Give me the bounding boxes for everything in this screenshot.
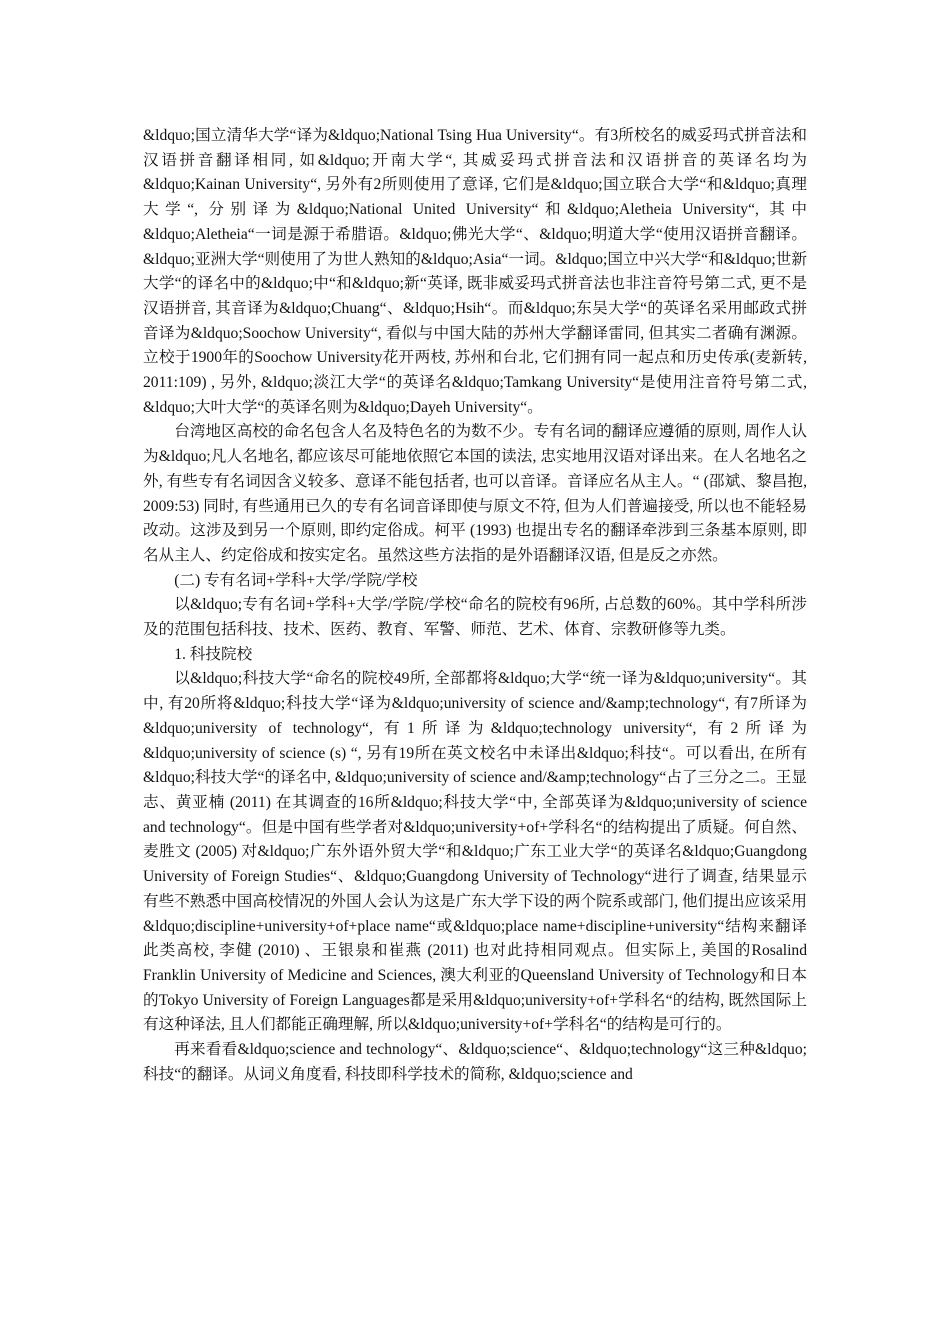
paragraph-2: 台湾地区高校的命名包含人名及特色名的为数不少。专有名词的翻译应遵循的原则, 周作人认为&ldquo;凡人名地名, 都应该尽可能地依照它本国的读法, 忠实地用汉语对译出来。在人名地名之外, 有些专有名词因含义较多、意译不能包括者, 也可以音译。音译应名从主人。“ (邵斌、黎昌抱, 2009:53) 同时, 有些通用已久的专有名词音译即使与原文不符, 但为人们普遍接受, 所以也不能轻易改动。这涉及到另一个原则, 即约定俗成。柯平 (1993) 也提出专名的翻译牵涉到三条基本原则, 即名从主人、约定俗成和按实定名。虽然这些方法指的是外语翻译汉语, 但是反之亦然。	[143, 423, 807, 564]
subsection-heading: 1. 科技院校	[174, 645, 253, 663]
paragraph-3: 以&ldquo;专有名词+学科+大学/学院/学校“命名的院校有96所, 占总数的60%。其中学科所涉及的范围包括科技、技术、医药、教育、军警、师范、艺术、体育、宗教研修等九类。	[143, 596, 807, 639]
paragraph-5: 再来看看&ldquo;science and technology“、&ldquo;science“、&ldquo;technology“这三种&ldquo;科技“的翻译。从词义角度看, 科技即科学技术的简称, &ldquo;science and	[143, 1041, 807, 1083]
paragraph-1: &ldquo;国立清华大学“译为&ldquo;National Tsing Hua University“。有3所校名的威妥玛式拼音法和汉语拼音翻译相同, 如&ldquo;开南大学“, 其威妥玛式拼音法和汉语拼音的英译名均为&ldquo;Kainan University“, 另外有2所则使用了意译, 它们是&ldquo;国立联合大学“和&ldquo;真理大学“, 分别译为&ldquo;National United University“和&ldquo;Aletheia University“, 其中&ldquo;Aletheia“一词是源于希腊语。&ldquo;佛光大学“、&ldquo;明道大学“使用汉语拼音翻译。&ldquo;亚洲大学“则使用了为世人熟知的&ldquo;Asia“一词。&ldquo;国立中兴大学“和&ldquo;世新大学“的译名中的&ldquo;中“和&ldquo;新“英译, 既非威妥玛式拼音法也非注音符号第二式, 更不是汉语拼音, 其音译为&ldquo;Chuang“、&ldquo;Hsih“。而&ldquo;东吴大学“的英译名采用邮政式拼音译为&ldquo;Soochow University“, 看似与中国大陆的苏州大学翻译雷同, 但其实二者确有渊源。立校于1900年的Soochow University花开两枝, 苏州和台北, 它们拥有同一起点和历史传承(麦新转, 2011:109) , 另外, &ldquo;淡江大学“的英译名&ldquo;Tamkang University“是使用注音符号第二式, &ldquo;大叶大学“的英译名则为&ldquo;Dayeh University“。	[143, 127, 807, 416]
document-body	[143, 124, 807, 1087]
section-heading: (二) 专有名词+学科+大学/学院/学校	[174, 571, 418, 589]
paragraph-4: 以&ldquo;科技大学“命名的院校49所, 全部都将&ldquo;大学“统一译为&ldquo;university“。其中, 有20所将&ldquo;科技大学“译为&ldquo;university of science and/&amp;technology“, 有7所译为&ldquo;university of technology“, 有1所译为&ldquo;technology university“, 有2所译为&ldquo;university of science (s) “, 另有19所在英文校名中未译出&ldquo;科技“。可以看出, 在所有&ldquo;科技大学“的译名中, &ldquo;university of science and/&amp;technology“占了三分之二。王显志、黄亚楠 (2011) 在其调查的16所&ldquo;科技大学“中, 全部英译为&ldquo;university of science and technology“。但是中国有些学者对&ldquo;university+of+学科名“的结构提出了质疑。何自然、麦胜文 (2005) 对&ldquo;广东外语外贸大学“和&ldquo;广东工业大学“的英译名&ldquo;Guangdong University of Foreign Studies“、&ldquo;Guangdong University of Technology“进行了调查, 结果显示有些不熟悉中国高校情况的外国人会认为这是广东大学下设的两个院系或部门, 他们提出应该采用&ldquo;discipline+university+of+place name“或&ldquo;place name+discipline+university“结构来翻译此类高校, 李健 (2010) 、王银泉和崔燕 (2011) 也对此持相同观点。但实际上, 美国的Rosalind Franklin University of Medicine and Sciences, 澳大利亚的Queensland University of Technology和日本的Tokyo University of Foreign Languages都是采用&ldquo;university+of+学科名“的结构, 既然国际上有这种译法, 且人们都能正确理解, 所以&ldquo;university+of+学科名“的结构是可行的。	[143, 670, 807, 1034]
